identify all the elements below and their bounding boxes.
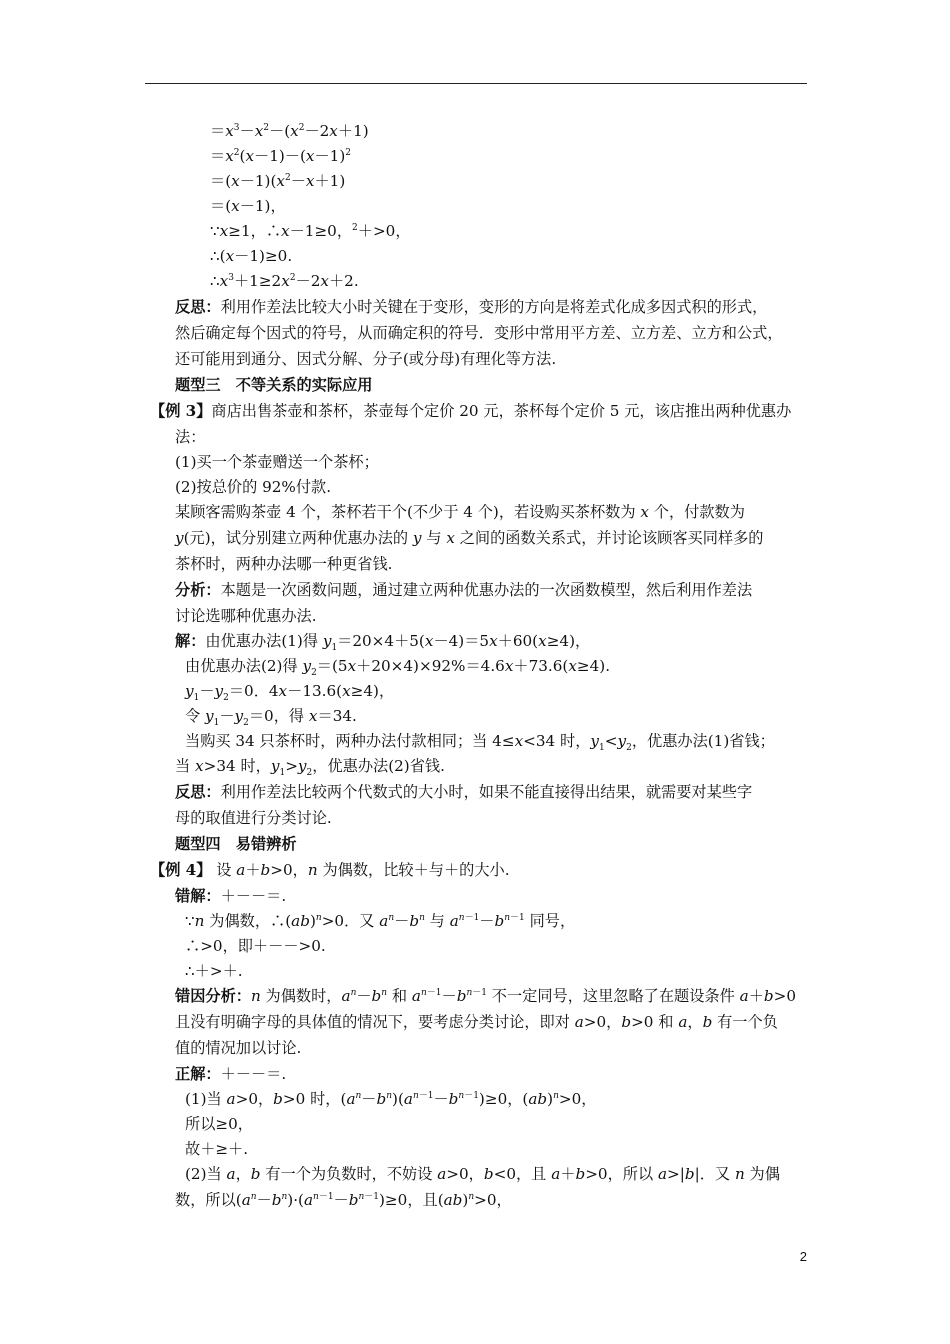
text-line: $=x^2(x-1)-(x-1)^2$	[210, 147, 351, 165]
text-line: 某顾客需购茶壶 4 个，茶杯若干个(不少于 4 个)，若设购买茶杯数为 x 个，付款数为	[175, 503, 745, 521]
text-line: 错解：＋－－＝.	[175, 887, 287, 905]
text-line: 数，所以$(a^n-b^n)\cdot(a^{n-1}-b^{n-1})\ge 0$，且(ab)$^n$>0，	[175, 1191, 512, 1209]
text-line: y(元)，试分别建立两种优惠办法的 y 与 x 之间的函数关系式，并讨论该顾客买同样多的	[175, 529, 764, 547]
text-line: $y_1-y_2=0$．4x－13.6(x≥4)，	[185, 682, 395, 704]
text-line: $=x^3-x^2-(x^2-2x+1)$	[210, 122, 369, 140]
page-number: 2	[799, 1249, 807, 1264]
text-line: ∴>0，即＋－－>0.	[185, 937, 326, 955]
text-line: 然后确定每个因式的符号，从而确定积的符号．变形中常用平方差、立方差、立方和公式，	[175, 324, 783, 342]
text-line: (1)买一个茶壶赠送一个茶杯；	[175, 453, 379, 471]
text-line: 【例 4】 设 a＋b>0，n 为偶数，比较＋与＋的大小.	[150, 861, 510, 879]
text-line: (2)当 a，b 有一个为负数时，不妨设 a>0，b<0，且 a＋b>0，所以 a>|b|．又 n 为偶	[185, 1165, 780, 1183]
text-line: 当 x>34 时，$y_1>y_2$，优惠办法(2)省钱.	[175, 757, 445, 779]
text-line: 法：	[175, 428, 206, 446]
text-line: (2)按总价的 92%付款.	[175, 478, 332, 496]
text-line: 讨论选哪种优惠办法.	[175, 607, 317, 625]
text-line: 解：由优惠办法(1)得 $y_1=20\times 4+5(x-4)=5x+60(x\ge 4)$，	[175, 632, 591, 654]
text-line: $=(x-1)(x^2-x+1)$	[210, 172, 346, 190]
text-line: ∵n 为偶数，∴(ab)$^n$>0．又 $a^n-b^n$ 与 $a^{n-1}-b^{n-1}$ 同号，	[185, 912, 576, 930]
text-line: 令 $y_1-y_2=0$，得 x＝34.	[185, 707, 357, 729]
text-line: 题型四 易错辨析	[175, 835, 297, 853]
text-line: ∵x≥1，∴x－1≥0，$^2$＋>0，	[210, 222, 411, 240]
text-line: (1)当 a>0，b>0 时，$(a^n-b^n)(a^{n-1}-b^{n-1})\ge 0$，(ab)$^n$>0，	[185, 1090, 597, 1108]
text-line: 还可能用到通分、因式分解、分子(或分母)有理化等方法.	[175, 350, 557, 368]
text-line: 由优惠办法(2)得 $y_2=(5x+20\times 4)\times 92\%=4.6x+73.6(x\ge 4)$.	[185, 657, 611, 679]
text-line: 错因分析：n 为偶数时，$a^n-b^n$ 和 $a^{n-1}-b^{n-1}$ 不一定同号，这里忽略了在题设条件 a＋b>0	[175, 987, 796, 1005]
text-line: 【例 3】商店出售茶壶和茶杯，茶壶每个定价 20 元，茶杯每个定价 5 元，该店推出两种优惠办	[150, 402, 792, 420]
text-line: 反思：利用作差法比较两个代数式的大小时，如果不能直接得出结果，就需要对某些字	[175, 783, 753, 801]
text-line: 且没有明确字母的具体值的情况下，要考虑分类讨论，即对 a>0，b>0 和 a，b 有一个负	[175, 1013, 778, 1031]
text-line: 当购买 34 只茶杯时，两种办法付款相同；当 4≤x<34 时，$y_1<y_2$，优惠办法(1)省钱；	[185, 732, 775, 754]
text-line: 茶杯时，两种办法哪一种更省钱.	[175, 555, 393, 573]
text-line: 正解：＋－－＝.	[175, 1065, 287, 1083]
text-line: 题型三 不等关系的实际应用	[175, 376, 373, 394]
text-line: 值的情况加以讨论.	[175, 1039, 302, 1057]
text-line: 故＋≥＋.	[185, 1140, 249, 1158]
text-line: 分析：本题是一次函数问题，通过建立两种优惠办法的一次函数模型，然后利用作差法	[175, 581, 753, 599]
text-line: ＝(x－1)，	[210, 197, 286, 215]
text-line: 反思：利用作差法比较大小时关键在于变形，变形的方向是将差式化成多因式积的形式，	[175, 298, 768, 316]
header-rule	[145, 83, 807, 84]
text-line: 母的取值进行分类讨论.	[175, 809, 332, 827]
text-line: ∴＋>＋.	[185, 962, 243, 980]
text-line: 所以≥0，	[185, 1115, 253, 1133]
text-line: ∴(x－1)≥0.	[210, 247, 293, 265]
text-line: $\therefore x^3+1\ge 2x^2-2x+2$.	[210, 272, 359, 290]
